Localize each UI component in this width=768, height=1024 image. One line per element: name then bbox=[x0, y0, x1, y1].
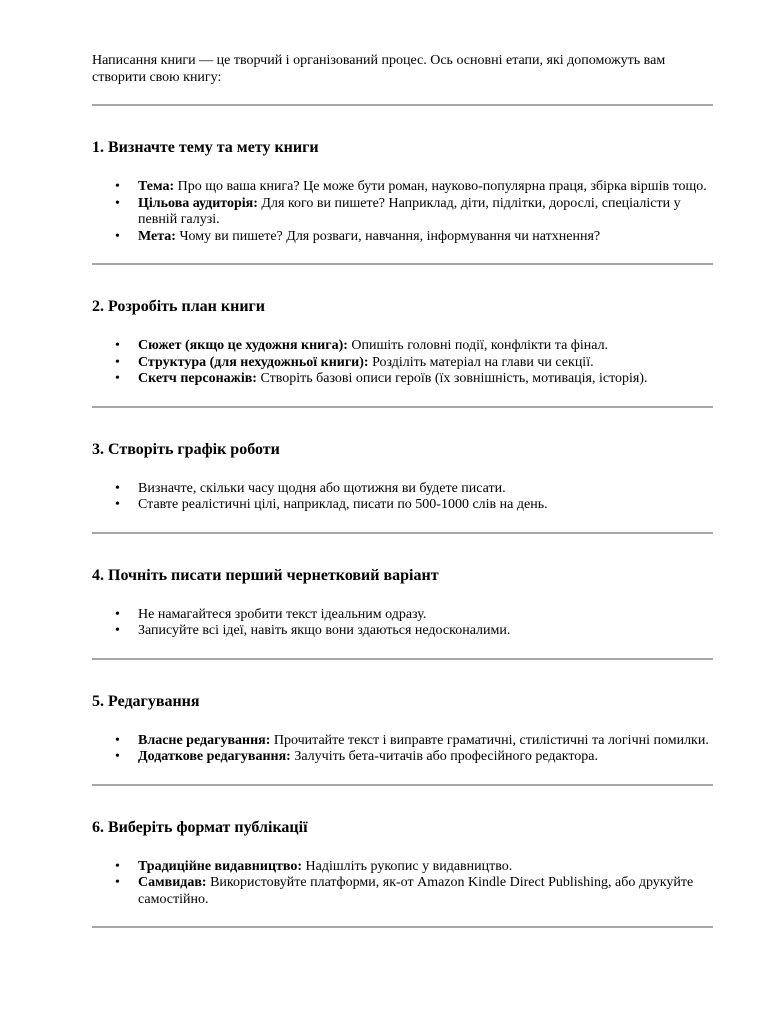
list-item bbox=[138, 229, 713, 246]
item-term: Сюжет (якщо це художня книга): bbox=[138, 338, 348, 353]
item-text: Визначте, скільки часу щодня або щотижня ви будете писати. bbox=[138, 480, 506, 496]
list-item bbox=[138, 859, 713, 876]
list-item bbox=[138, 733, 713, 750]
item-text: Для кого ви пишете? Наприклад, діти, підлітки, дорослі, спеціалісти у певній галузі. bbox=[138, 195, 681, 227]
item-text: Надішліть рукопис у видавництво. bbox=[302, 858, 513, 874]
item-text: Опишіть головні події, конфлікти та фінал. bbox=[347, 338, 609, 353]
list-item bbox=[138, 875, 713, 908]
section bbox=[92, 440, 713, 534]
section-heading: 2. Розробіть план книги bbox=[92, 298, 266, 315]
section bbox=[92, 566, 713, 660]
list-item bbox=[138, 371, 713, 388]
item-text: Про що ваша книга? Це може бути роман, науково-популярна праця, збірка віршів тощо. bbox=[174, 179, 707, 194]
item-text: Не намагайтеся зробити текст ідеальним одразу. bbox=[138, 606, 427, 622]
bullet-list bbox=[92, 179, 713, 245]
item-term: Традиційне видавництво: bbox=[138, 858, 303, 874]
sections-container bbox=[92, 138, 713, 928]
list-item bbox=[138, 179, 713, 196]
section-heading: 5. Редагування bbox=[92, 692, 200, 710]
list-item bbox=[138, 749, 713, 766]
list-item bbox=[138, 497, 713, 514]
section-heading: 4. Почніть писати перший чернетковий варіант bbox=[92, 566, 439, 584]
item-text: Створіть базові описи героїв (їх зовнішність, мотивація, історія). bbox=[256, 371, 648, 386]
item-text: Використовуйте платформи, як-от Amazon Kindle Direct Publishing, або друкуйте самостійно. bbox=[138, 875, 694, 907]
item-text: Ставте реалістичні цілі, наприклад, писати по 500-1000 слів на день. bbox=[138, 497, 548, 512]
section-heading: 1. Визначте тему та мету книги bbox=[92, 139, 319, 156]
intro-paragraph: Написання книги — це творчий і організований процес. Ось основні етапи, які допоможуть вам створити свою книгу: bbox=[92, 53, 666, 85]
list-item bbox=[138, 196, 713, 229]
divider bbox=[92, 926, 713, 928]
item-term: Скетч персонажів: bbox=[138, 371, 257, 386]
section bbox=[92, 138, 713, 265]
item-text: Залучіть бета-читачів або професійного редактора. bbox=[290, 749, 599, 764]
bullet-list bbox=[92, 338, 713, 388]
section bbox=[92, 692, 713, 786]
list-item bbox=[138, 607, 713, 624]
list-item bbox=[138, 338, 713, 355]
item-text: Чому ви пишете? Для розваги, навчання, інформування чи натхнення? bbox=[175, 228, 601, 244]
section bbox=[92, 297, 713, 408]
divider bbox=[92, 104, 713, 106]
item-text: Записуйте всі ідеї, навіть якщо вони здаються недосконалими. bbox=[138, 623, 511, 638]
bullet-list bbox=[92, 481, 713, 514]
list-item bbox=[138, 355, 713, 372]
section bbox=[92, 818, 713, 929]
divider bbox=[92, 263, 713, 265]
item-term: Мета: bbox=[138, 228, 176, 244]
divider bbox=[92, 784, 713, 786]
divider bbox=[92, 658, 713, 660]
item-term: Тема: bbox=[138, 179, 175, 194]
item-term: Цільова аудиторія: bbox=[138, 195, 258, 211]
divider bbox=[92, 532, 713, 534]
item-text: Розділіть матеріал на глави чи секції. bbox=[368, 354, 594, 370]
item-text: Прочитайте текст і виправте граматичні, стилістичні та логічні помилки. bbox=[270, 732, 709, 748]
bullet-list bbox=[92, 607, 713, 640]
item-term: Структура (для нехудожньої книги): bbox=[138, 354, 369, 370]
item-term: Додаткове редагування: bbox=[138, 749, 291, 764]
item-term: Власне редагування: bbox=[138, 732, 271, 748]
section-heading: 3. Створіть графік роботи bbox=[92, 440, 280, 458]
bullet-list bbox=[92, 733, 713, 766]
divider bbox=[92, 406, 713, 408]
bullet-list bbox=[92, 859, 713, 909]
item-term: Самвидав: bbox=[138, 875, 207, 890]
list-item bbox=[138, 623, 713, 640]
list-item bbox=[138, 481, 713, 498]
section-heading: 6. Виберіть формат публікації bbox=[92, 818, 308, 836]
